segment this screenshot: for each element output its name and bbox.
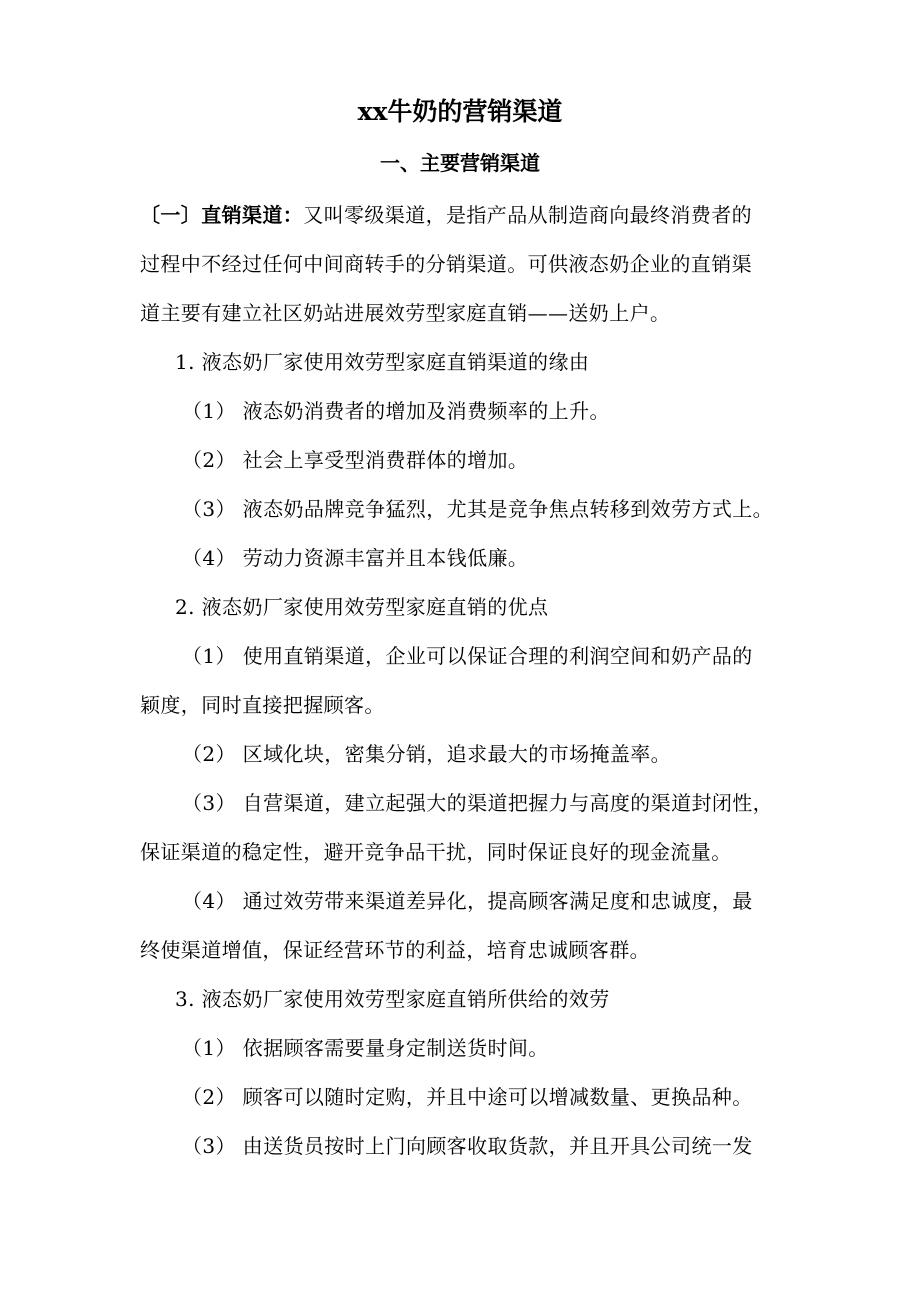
list-item: （2） 顾客可以随时定购，并且中途可以增减数量、更换品种。 — [182, 1085, 753, 1109]
list-item: （4） 通过效劳带来渠道差异化，提高顾客满足度和忠诚度，最 — [182, 889, 753, 913]
direct-channel-label: 〔一〕直销渠道： — [140, 203, 304, 227]
list-item: （1） 依据顾客需要量身定制送货时间。 — [182, 1036, 549, 1060]
list-item-continuation: 颖度，同时直接把握顾客。 — [140, 693, 385, 717]
section-heading: 一、主要营销渠道 — [380, 151, 540, 175]
list-item: （2） 社会上享受型消费群体的增加。 — [182, 448, 529, 472]
numbered-heading: 3. 液态奶厂家使用效劳型家庭直销所供给的效劳 — [175, 987, 610, 1011]
document-title: xx牛奶的营销渠道 — [357, 97, 563, 126]
paragraph-line: 过程中不经过任何中间商转手的分销渠道。可供液态奶企业的直销渠 — [140, 252, 752, 276]
list-item: （1） 使用直销渠道，企业可以保证合理的利润空间和奶产品的 — [182, 644, 753, 668]
list-item: （1） 液态奶消费者的增加及消费频率的上升。 — [182, 399, 610, 423]
direct-channel-paragraph-line — [140, 198, 752, 232]
list-item: （3） 由送货员按时上门向顾客收取货款，并且开具公司统一发 — [182, 1134, 753, 1158]
paragraph-line: 道主要有建立社区奶站进展效劳型家庭直销——送奶上户。 — [140, 301, 671, 325]
list-item-continuation: 保证渠道的稳定性，避开竞争品干扰，同时保证良好的现金流量。 — [140, 840, 732, 864]
list-item-continuation: 终使渠道增值，保证经营环节的利益，培育忠诚顾客群。 — [140, 938, 650, 962]
list-item: （3） 液态奶品牌竞争猛烈，尤其是竞争焦点转移到效劳方式上。 — [182, 497, 774, 521]
list-item: （3） 自营渠道，建立起强大的渠道把握力与高度的渠道封闭性， — [182, 791, 774, 815]
direct-channel-text: 又叫零级渠道，是指产品从制造商向最终消费者的 — [303, 203, 753, 227]
list-item: （2） 区域化块，密集分销，追求最大的市场掩盖率。 — [182, 742, 672, 766]
numbered-heading: 2. 液态奶厂家使用效劳型家庭直销的优点 — [175, 595, 549, 619]
list-item: （4） 劳动力资源丰富并且本钱低廉。 — [182, 546, 529, 570]
numbered-heading: 1. 液态奶厂家使用效劳型家庭直销渠道的缘由 — [175, 350, 590, 374]
